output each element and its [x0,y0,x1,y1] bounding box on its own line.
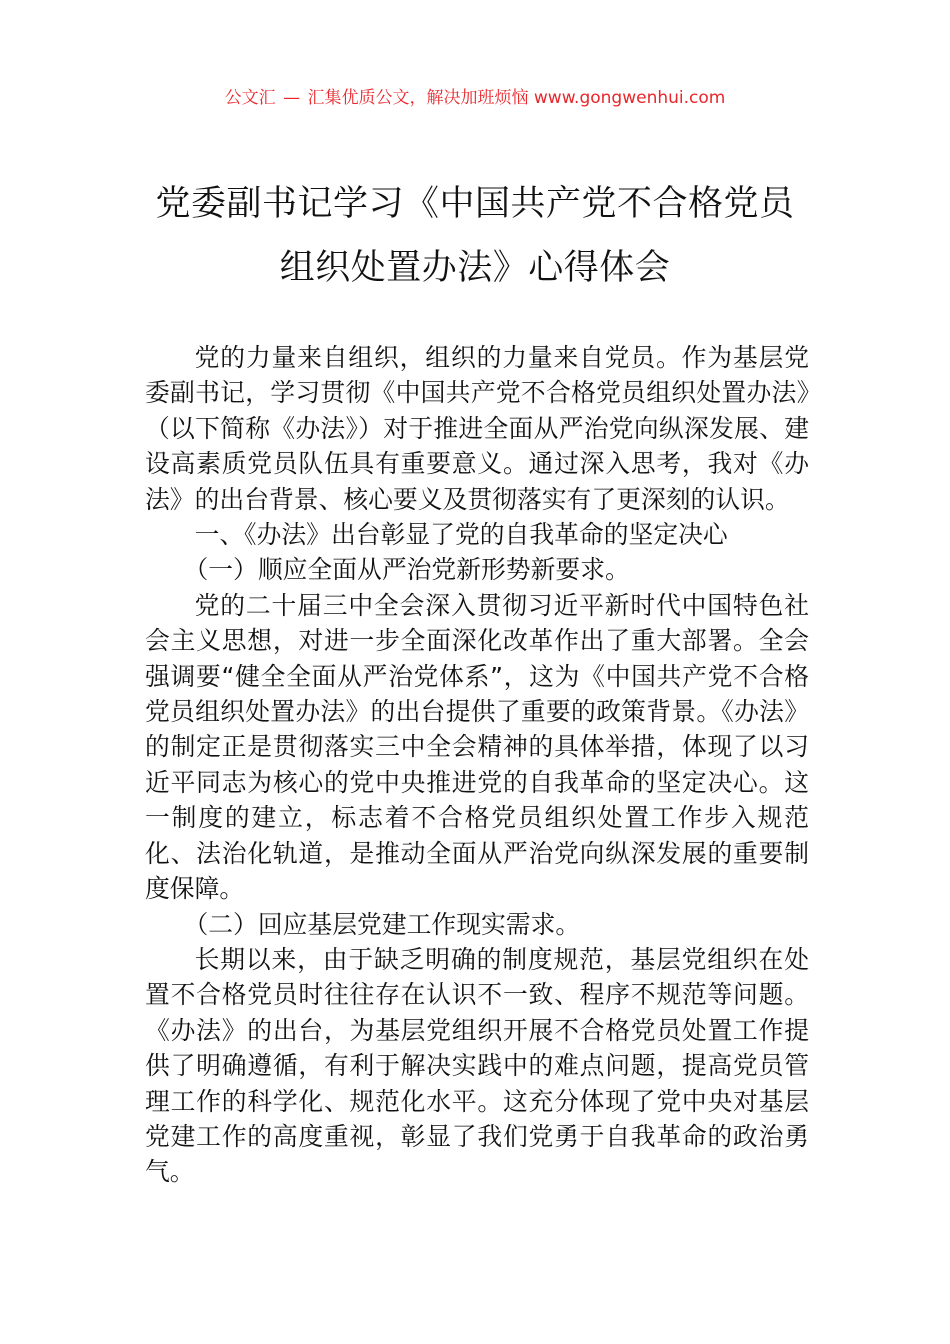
header-banner [0,86,950,110]
slogan: 汇集优质公文，解决加班烦恼 [307,88,529,108]
intro-paragraph: 党的力量来自组织，组织的力量来自党员。作为基层党委副书记，学习贯彻《中国共产党不合格党员组织处置办法》（以下简称《办法》）对于推进全面从严治党向纵深发展、建设高素质党员队伍具有重要意义。通过深入思考，我对《办法》的出台背景、核心要义及贯彻落实有了更深刻的认识。 [145,343,809,514]
site-url: www.gongwenhui.com [533,88,726,108]
section-heading-1: 一、《办法》出台彰显了党的自我革命的坚定决心 [194,520,728,550]
title-line-1: 党委副书记学习《中国共产党不合格党员 [155,184,795,224]
separator: — [283,88,301,108]
subsection-heading-1: （一）顺应全面从严治党新形势新要求。 [183,555,630,585]
subsection-heading-2: （二）回应基层党建工作现实需求。 [183,909,581,939]
document-title [0,172,950,300]
body-paragraph: 长期以来，由于缺乏明确的制度规范，基层党组织在处置不合格党员时往往存在认识不一致、程序不规范等问题。《办法》的出台，为基层党组织开展不合格党员处置工作提供了明确遵循，有利于解决实践中的难点问题，提高党员管理工作的科学化、规范化水平。这充分体现了党中央对基层党建工作的高度重视，彰显了我们党勇于自我革命的政治勇气。 [145,944,809,1187]
title-line-2: 组织处置办法》心得体会 [279,248,671,288]
site-name: 公文汇 [224,88,276,108]
document-body [145,340,809,1190]
body-paragraph: 党的二十届三中全会深入贯彻习近平新时代中国特色社会主义思想，对进一步全面深化改革作出了重大部署。全会强调要“健全全面从严治党体系”，这为《中国共产党不合格党员组织处置办法》的出台提供了重要的政策背景。《办法》的制定正是贯彻落实三中全会精神的具体举措，体现了以习近平同志为核心的党中央推进党的自我革命的坚定决心。这一制度的建立，标志着不合格党员组织处置工作步入规范化、法治化轨道，是推动全面从严治党向纵深发展的重要制度保障。 [145,590,809,904]
